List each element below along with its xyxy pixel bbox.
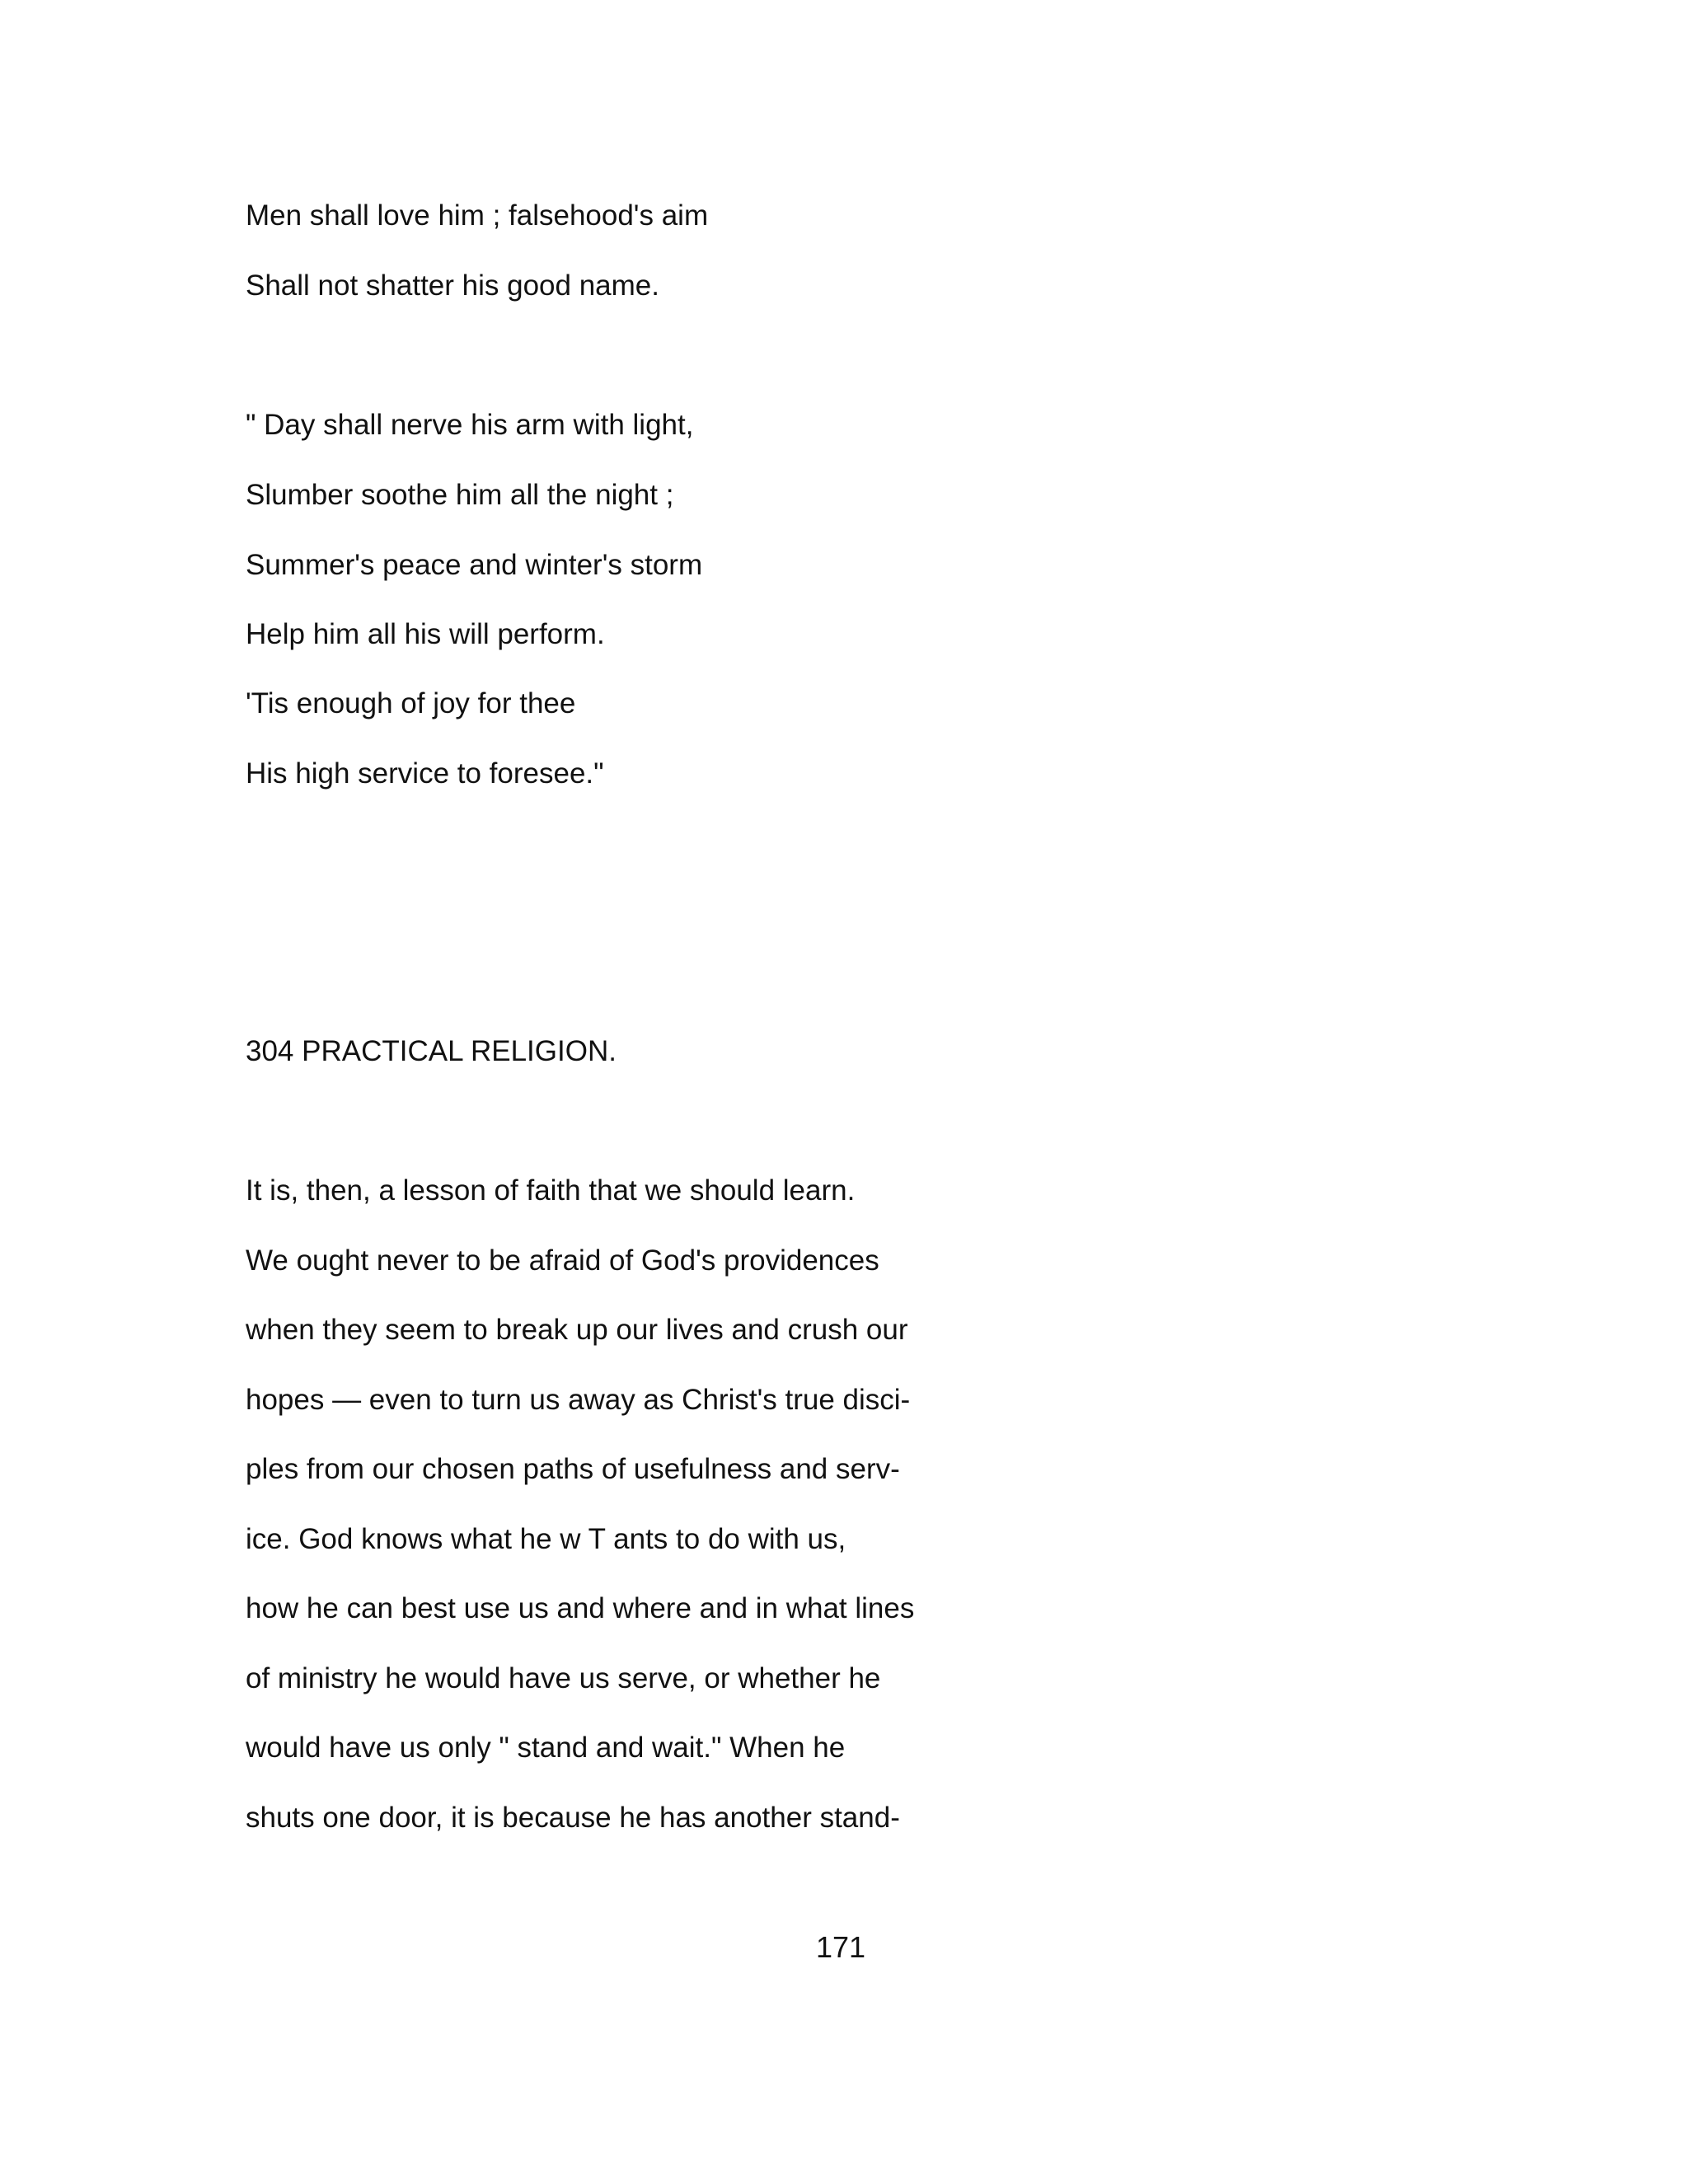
poem-line: Summer's peace and winter's storm (246, 549, 703, 581)
paragraph-line: It is, then, a lesson of faith that we should learn. (246, 1174, 856, 1207)
paragraph-line: ples from our chosen paths of usefulness and serv- (246, 1453, 900, 1485)
poem-line: 'Tis enough of joy for thee (246, 687, 576, 719)
paragraph-line: ice. God knows what he w T ants to do with us, (246, 1523, 846, 1555)
paragraph-line: We ought never to be afraid of God's providences (246, 1244, 879, 1277)
paragraph-line: when they seem to break up our lives and crush our (246, 1314, 908, 1346)
poem-line: Help him all his will perform. (246, 618, 605, 650)
paragraph-line: of ministry he would have us serve, or whether he (246, 1662, 881, 1694)
poem-line: Men shall love him ; falsehood's aim (246, 199, 709, 232)
poem-line: " Day shall nerve his arm with light, (246, 409, 694, 441)
poem-line: Slumber soothe him all the night ; (246, 479, 674, 511)
poem-line: Shall not shatter his good name. (246, 269, 659, 302)
poem-line: His high service to foresee." (246, 757, 604, 790)
running-header: 304 PRACTICAL RELIGION. (246, 1035, 617, 1067)
page-number: 171 (815, 1930, 866, 1964)
paragraph-line: would have us only " stand and wait." When he (246, 1732, 846, 1764)
paragraph-line: hopes — even to turn us away as Christ's true disci- (246, 1384, 911, 1416)
paragraph-line: shuts one door, it is because he has another stand- (246, 1802, 900, 1834)
paragraph-line: how he can best use us and where and in what lines (246, 1592, 915, 1624)
